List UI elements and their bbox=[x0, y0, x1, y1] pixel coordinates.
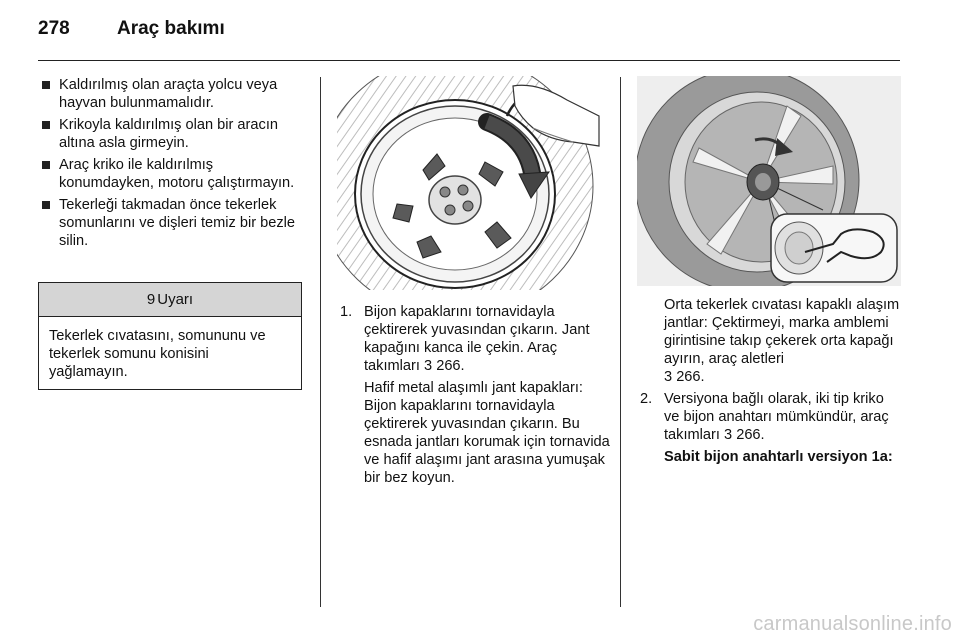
page-reference-number: 266. bbox=[736, 427, 765, 443]
intro-reference bbox=[664, 368, 902, 386]
warning-title: Uyarı bbox=[157, 291, 194, 308]
square-bullet-icon bbox=[42, 81, 50, 89]
page-reference-icon: 3 bbox=[664, 369, 673, 385]
header-rule bbox=[38, 60, 900, 61]
warning-box bbox=[38, 282, 302, 390]
warning-text: Tekerlek cıvatasını, somununu ve tekerlek somunu konisini yağlamayın. bbox=[49, 328, 266, 380]
page-number: 278 bbox=[38, 18, 70, 39]
bullet-item: Tekerleği takmadan önce tekerlek somunlarını ve dişleri temiz bir bezle silin. bbox=[40, 196, 304, 250]
alloy-cover-paragraph: Hafif metal alaşımlı jant kapakları: Bijon kapaklarını tornavidayla çektirerek yuvasından çıkarın. Bu esnada jantları korumak için tornavida ve hafif alaşımı jant arasına yumuşak bir bez koyun. bbox=[364, 380, 610, 486]
step-number: 1. bbox=[340, 304, 353, 320]
bullet-item: Kaldırılmış olan araçta yolcu veya hayvan bulunmamalıdır. bbox=[40, 76, 304, 112]
alloy-wheel-center-cap-illustration bbox=[637, 76, 901, 286]
watermark: carmanualsonline.info bbox=[753, 613, 952, 635]
right-column bbox=[640, 296, 902, 466]
warning-triangle-icon: 9 bbox=[146, 291, 156, 308]
square-bullet-icon bbox=[42, 161, 50, 169]
alloy-center-cap-paragraph: Orta tekerlek cıvatası kapaklı alaşım jantlar: Çektirmeyi, marka amblemi girintisine takıp çekerek orta kapağı ayırın, araç aletleri 3 266. bbox=[640, 296, 902, 386]
page-reference-number: 266. bbox=[676, 369, 705, 385]
step-number: 2. bbox=[640, 391, 653, 407]
step-1-text: Bijon kapaklarını tornavidayla çektirerek yuvasından çıkarın. Jant kapağını kanca ile çekin. Araç takımları bbox=[364, 304, 590, 374]
page-reference-icon: 3 bbox=[724, 427, 733, 443]
column-divider-2 bbox=[620, 77, 621, 607]
warning-header bbox=[39, 283, 301, 317]
step-1 bbox=[340, 303, 610, 487]
wheel-cover-removal-illustration bbox=[337, 76, 603, 290]
bullet-item: Krikoyla kaldırılmış olan bir aracın altına asla girmeyin. bbox=[40, 116, 304, 152]
step-2 bbox=[640, 390, 902, 466]
fixed-wrench-version-heading: Sabit bijon anahtarlı versiyon 1a: bbox=[664, 449, 893, 465]
middle-column bbox=[340, 303, 610, 487]
left-column bbox=[40, 76, 304, 254]
square-bullet-icon bbox=[42, 121, 50, 129]
step-2-text: Versiyona bağlı olarak, iki tip kriko ve bijon anahtarı mümkündür, araç takımları bbox=[664, 391, 889, 443]
page-reference-number: 266. bbox=[436, 358, 465, 374]
bullet-item: Araç kriko ile kaldırılmış konumdayken, motoru çalıştırmayın. bbox=[40, 156, 304, 192]
column-divider-1 bbox=[320, 77, 321, 607]
page-reference-icon: 3 bbox=[424, 358, 433, 374]
safety-bullet-list bbox=[40, 76, 304, 250]
square-bullet-icon bbox=[42, 201, 50, 209]
page-title: Araç bakımı bbox=[117, 18, 225, 39]
